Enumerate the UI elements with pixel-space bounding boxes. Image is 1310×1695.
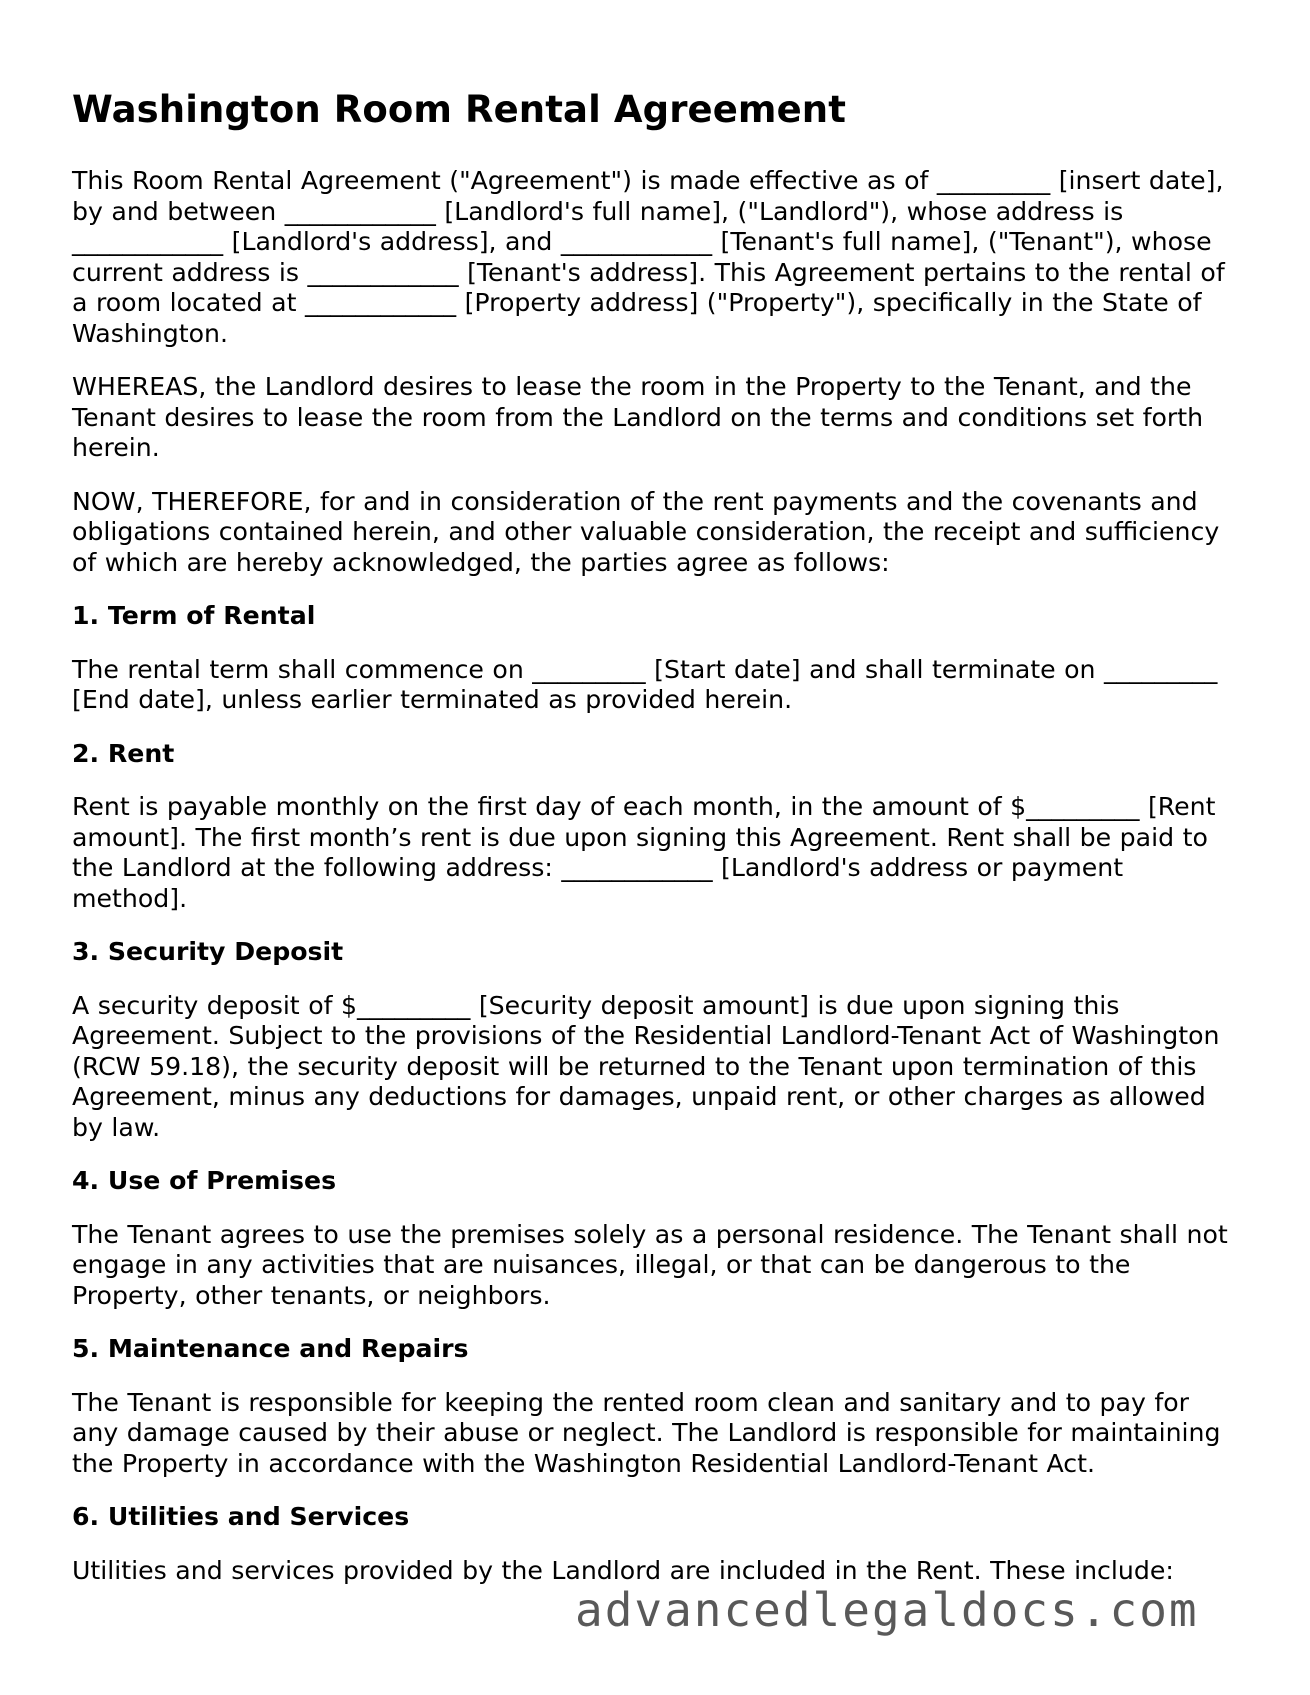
section-heading-rent: 2. Rent [72,738,175,768]
section-heading-maintenance: 5. Maintenance and Repairs [72,1334,469,1364]
section-heading-utilities: 6. Utilities and Services [72,1502,410,1532]
section-heading-use-of-premises: 4. Use of Premises [72,1166,337,1196]
section-body-security-deposit: A security deposit of $_________ [Security deposit amount] is due upon signing this Agreement. Subject to the provisions of the Residential Landlord-Tenant Act of Washington (RCW 59.18), the security deposit will be returned to the Tenant upon termination of this Agreement, minus any deductions for damages, unpaid rent, or other charges as allowed by law. [72,990,1220,1142]
section-body-utilities: Utilities and services provided by the Landlord are included in the Rent. These include: [72,1555,1174,1585]
section-body-use-of-premises: The Tenant agrees to use the premises solely as a personal residence. The Tenant shall not engage in any activities that are nuisances, illegal, or that can be dangerous to the Property, other tenants, or neighbors. [72,1219,1228,1310]
document-page [72,88,1242,1609]
section-body-rent: Rent is payable monthly on the first day of each month, in the amount of $_________ [Rent amount]. The first month’s rent is due upon signing this Agreement. Rent shall be paid to the Landlord at the following address: ____________ [Landlord's address or payment method]. [72,792,1216,913]
section-body-term: The rental term shall commence on _________ [Start date] and shall terminate on _________ [End date], unless earlier terminated as provided herein. [72,654,1218,715]
document-title: Washington Room Rental Agreement [72,88,847,131]
section-heading-security-deposit: 3. Security Deposit [72,937,344,967]
now-therefore-paragraph: NOW, THEREFORE, for and in consideration of the rent payments and the covenants and obligations contained herein, and other valuable consideration, the receipt and sufficiency of which are hereby acknowledged, the parties agree as follows: [72,486,1220,577]
section-heading-term: 1. Term of Rental [72,601,316,631]
section-body-maintenance: The Tenant is responsible for keeping the rented room clean and sanitary and to pay for any damage caused by their abuse or neglect. The Landlord is responsible for maintaining the Property in accordance with the Washington Residential Landlord-Tenant Act. [72,1387,1221,1478]
whereas-paragraph: WHEREAS, the Landlord desires to lease the room in the Property to the Tenant, and the Tenant desires to lease the room from the Landlord on the terms and conditions set forth herein. [72,372,1204,463]
intro-paragraph: This Room Rental Agreement ("Agreement") is made effective as of _________ [insert date], by and between ____________ [Landlord's full name], ("Landlord"), whose address is ____________ [Landlord's address], and ____________ [Tenant's full name], ("Tenant"), whose current address is ____________ [Tenant's address]. This Agreement pertains to the rental of a room located at ____________ [Property address] ("Property"), specifically in the State of Washington. [72,166,1225,348]
watermark-logo: advancedlegaldocs.com [575,1583,1199,1637]
